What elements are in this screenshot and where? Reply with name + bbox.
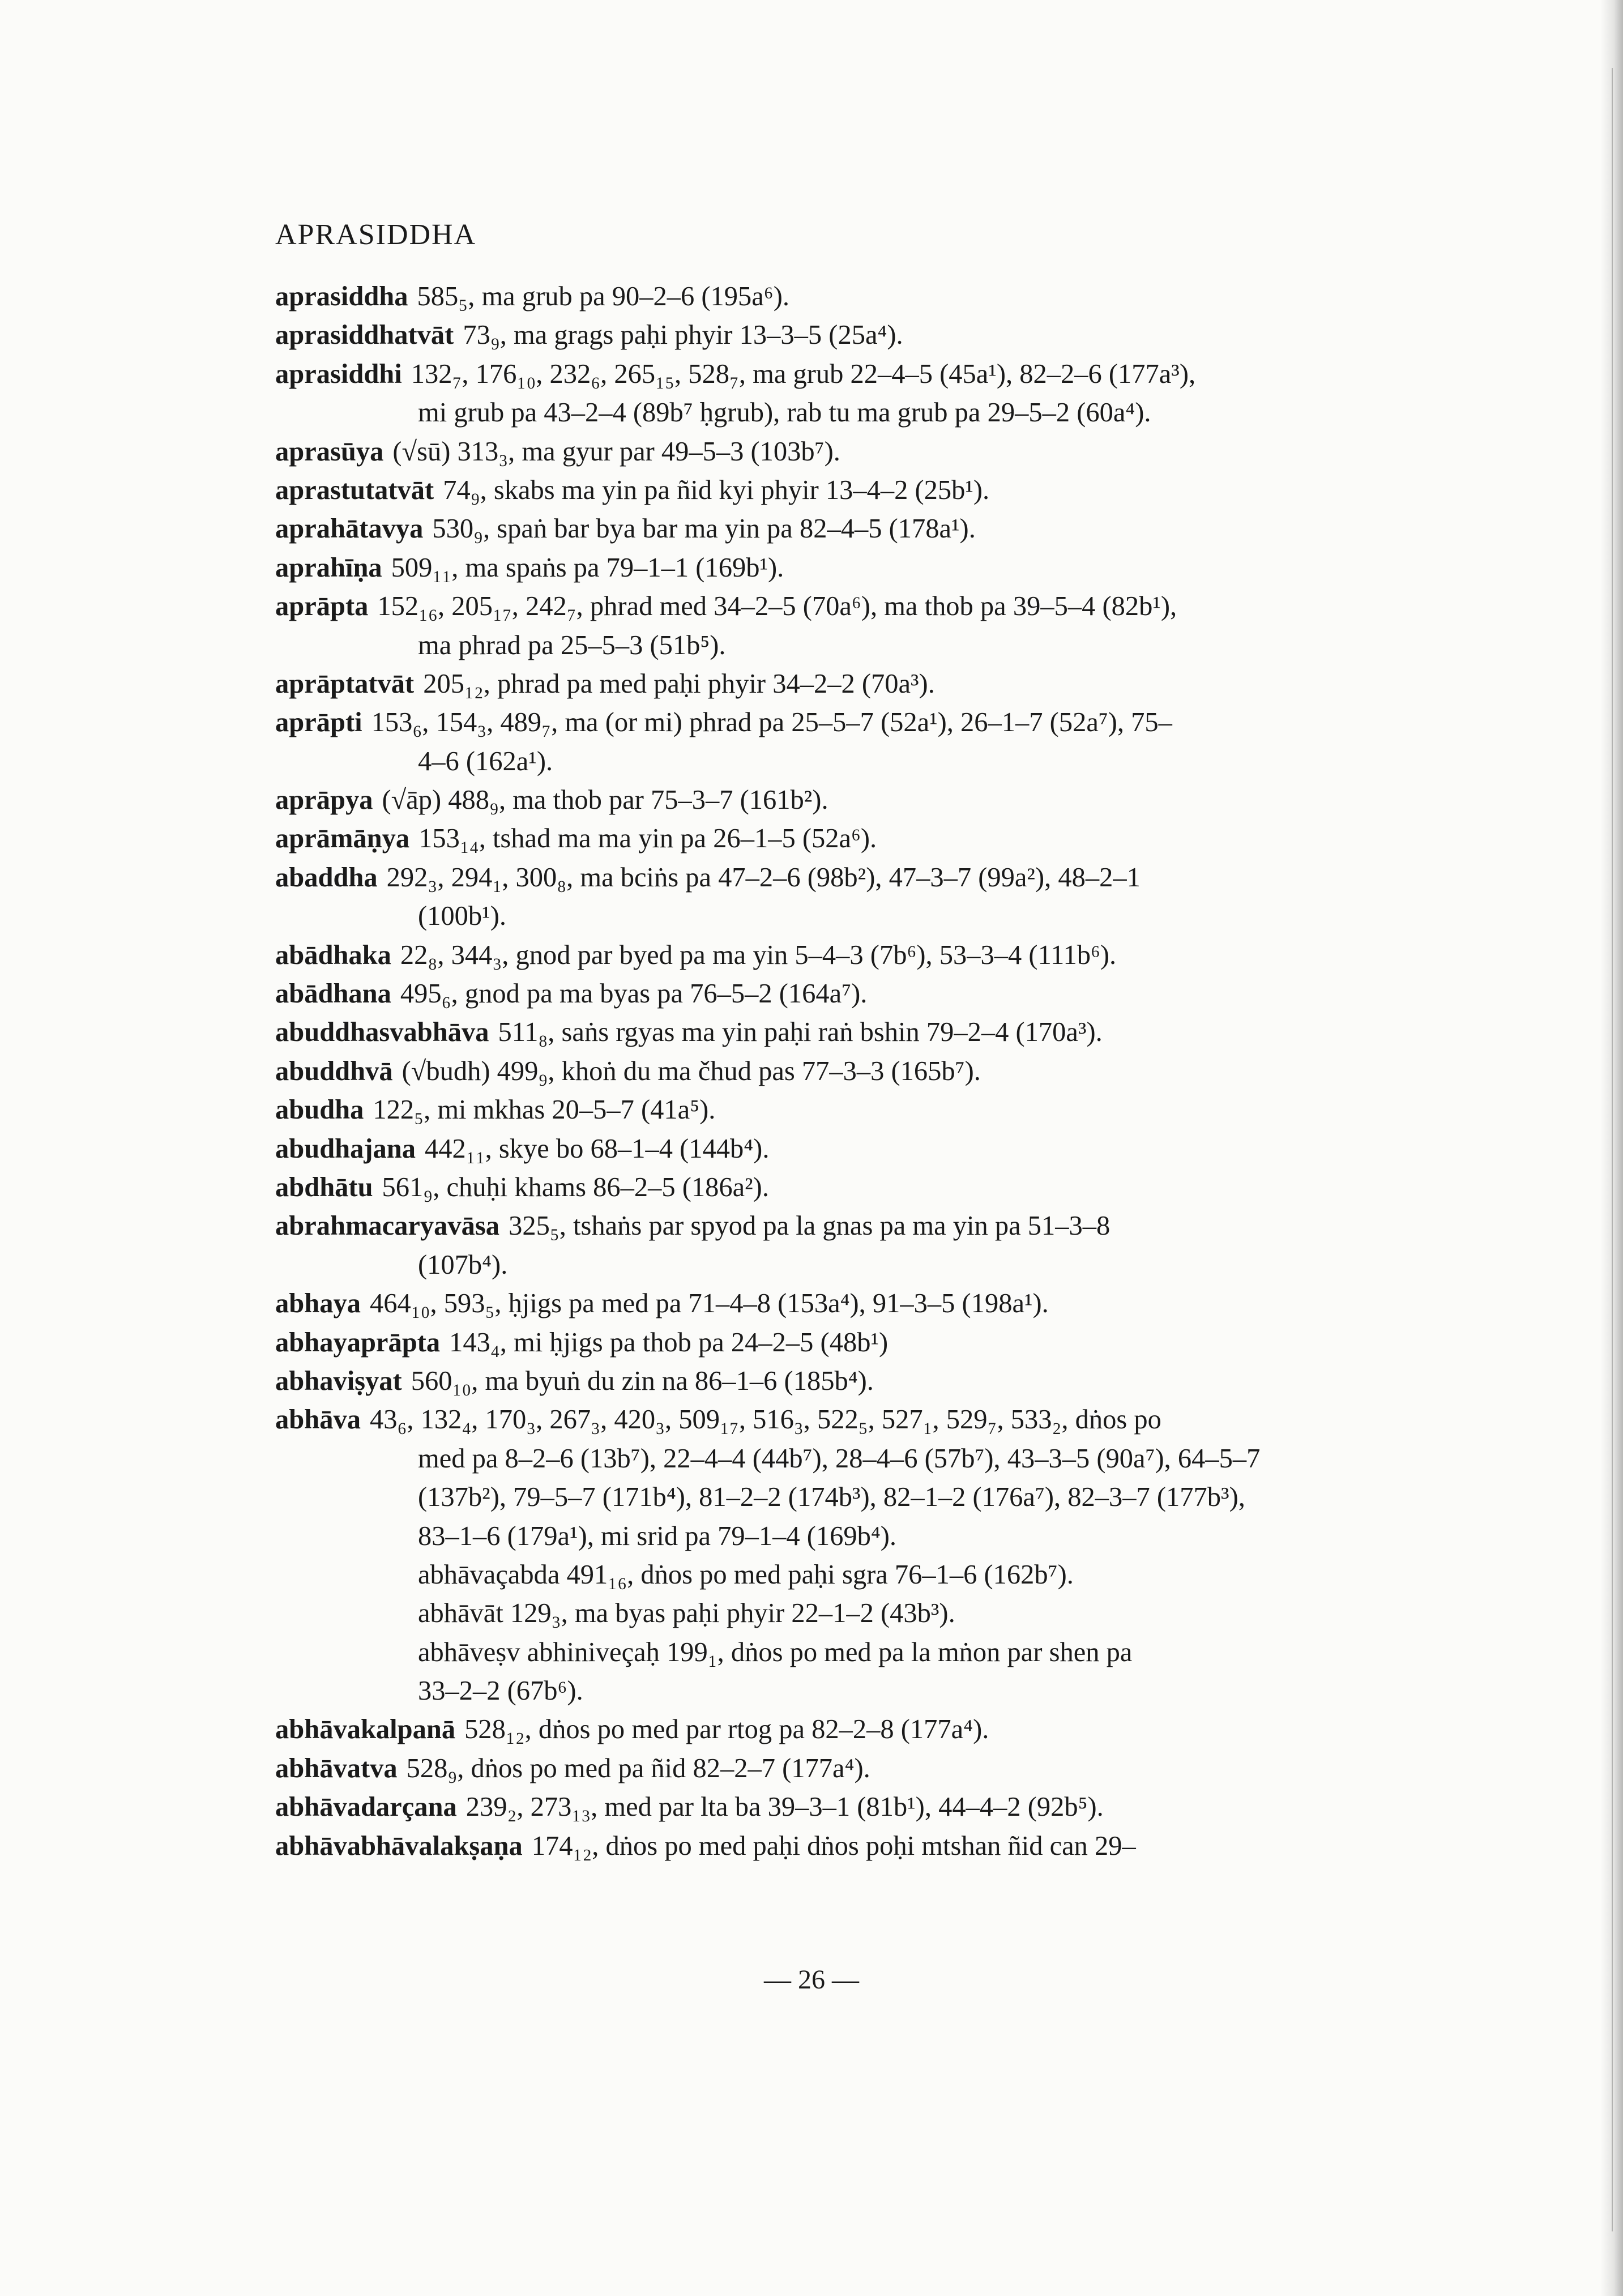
headword: aprasiddha [275,281,408,311]
entry-text: 43₆, 132₄, 170₃, 267₃, 420₃, 509₁₇, 516₃, 522₅, 527₁, 529₇, 533₂, dṅos po [369,1405,1161,1435]
entry-line [275,1207,1385,1245]
headword: abhāvatva [275,1753,398,1783]
entry-line [275,1710,1385,1749]
headword: aprahīṇa [275,552,382,583]
headword: abādhana [275,979,391,1009]
page-number: — 26 — [764,1965,859,1995]
entry-continuation [275,1517,1385,1556]
entry-line [275,278,1385,316]
entry-continuation [275,626,1385,665]
entry-text: 511₈, saṅs rgyas ma yin paḥi raṅ bshin 79–2–4 (170a³). [498,1017,1103,1048]
headword: abaddha [275,862,378,893]
entry-line [275,1324,1385,1362]
entry-line [275,665,1385,703]
entry-text: (√āp) 488₉, ma thob par 75–3–7 (161b²). [382,785,828,816]
headword: aprāpti [275,707,362,738]
entry-continuation [275,742,1385,781]
headword: abhāva [275,1405,361,1435]
headword: aprastutatvāt [275,475,434,505]
headword: abuddhvā [275,1056,393,1086]
entry-line [275,1013,1385,1052]
entry-line [275,549,1385,587]
entry-text: 509₁₁, ma spaṅs pa 79–1–1 (169b¹). [391,552,784,583]
headword: aprāpya [275,785,373,816]
headword: abhāvakalpanā [275,1714,456,1745]
entry-line [275,433,1385,471]
entry-text: 292₃, 294₁, 300₈, ma bciṅs pa 47–2–6 (98b²), 47–3–7 (99a²), 48–2–1 [386,862,1141,893]
entry-line [275,936,1385,975]
entry-text: (√budh) 499₉, khoṅ du ma čhud pas 77–3–3 (165b⁷). [402,1056,981,1086]
entry-text: 83–1–6 (179a¹), mi srid pa 79–1–4 (169b⁴). [418,1521,897,1551]
entry-line [275,820,1385,858]
entry-text: 153₁₄, tshad ma ma yin pa 26–1–5 (52a⁶). [418,823,877,854]
scan-binding-line [1612,68,1613,2231]
entry-line [275,975,1385,1013]
entry-continuation [275,897,1385,936]
headword: abhaviṣyat [275,1365,402,1396]
headword: abhāvadarçana [275,1792,457,1823]
entry-text: 174₁₂, dṅos po med paḥi dṅos poḥi mtshan ñid can 29– [531,1830,1136,1861]
entry-text: med pa 8–2–6 (13b⁷), 22–4–4 (44b⁷), 28–4–6 (57b⁷), 43–3–5 (90a⁷), 64–5–7 [418,1443,1261,1474]
entry-line [275,587,1385,626]
entry-continuation [275,1478,1385,1517]
entry-text: abhāvaçabda 491₁₆, dṅos po med paḥi sgra 76–1–6 (162b⁷). [418,1559,1074,1590]
entry-text: 153₆, 154₃, 489₇, ma (or mi) phrad pa 25–5–7 (52a¹), 26–1–7 (52a⁷), 75– [371,707,1172,738]
headword: abudhajana [275,1133,416,1164]
dictionary-entries [275,278,1385,1866]
entry-text: 561₉, chuḥi khams 86–2–5 (186a²). [382,1172,769,1202]
headword: abdhātu [275,1172,373,1202]
entry-text: 22₈, 344₃, gnod par byed pa ma yin 5–4–3 (7b⁶), 53–3–4 (111b⁶). [400,940,1117,970]
entry-text: 74₉, skabs ma yin pa ñid kyi phyir 13–4–2 (25b¹). [443,475,990,505]
entry-text: 132₇, 176₁₀, 232₆, 265₁₅, 528₇, ma grub 22–4–5 (45a¹), 82–2–6 (177a³), [411,359,1196,389]
headword: abhāvabhāvalakṣaṇa [275,1830,523,1861]
headword: abādhaka [275,940,391,970]
entry-continuation [275,1440,1385,1478]
entry-line [275,1362,1385,1401]
subentry-line [275,1633,1385,1672]
entry-text: (100b¹). [418,901,506,932]
entry-text: 585₅, ma grub pa 90–2–6 (195a⁶). [417,281,789,311]
entry-continuation [275,394,1385,432]
entry-text: 325₅, tshaṅs par spyod pa la gnas pa ma yin pa 51–3–8 [509,1211,1111,1241]
entry-text: abhāvāt 129₃, ma byas paḥi phyir 22–1–2 (43b³). [418,1598,955,1629]
entry-text: 122₅, mi mkhas 20–5–7 (41a⁵). [373,1095,716,1125]
entry-line [275,1827,1385,1866]
entry-line [275,316,1385,355]
entry-text: (√sū) 313₃, ma gyur par 49–5–3 (103b⁷). [392,436,840,467]
entry-line [275,1091,1385,1129]
entry-text: 33–2–2 (67b⁶). [418,1676,583,1706]
entry-text: 528₁₂, dṅos po med par rtog pa 82–2–8 (177a⁴). [464,1714,989,1745]
headword: abudha [275,1095,364,1125]
entry-text: 73₉, ma grags paḥi phyir 13–3–5 (25a⁴). [463,320,903,351]
headword: abuddhasvabhāva [275,1017,489,1048]
entry-line [275,355,1385,394]
entry-text: (107b⁴). [418,1249,508,1280]
subentry-line [275,1556,1385,1594]
entry-text: 143₄, mi ḥjigs pa thob pa 24–2–5 (48b¹) [449,1327,889,1358]
headword: aprasiddhi [275,359,402,389]
headword: abhaya [275,1288,361,1319]
headword: aprasūya [275,436,384,467]
entry-text: mi grub pa 43–2–4 (89b⁷ ḥgrub), rab tu ma grub pa 29–5–2 (60a⁴). [418,398,1151,428]
entry-text: 152₁₆, 205₁₇, 242₇, phrad med 34–2–5 (70a⁶), ma thob pa 39–5–4 (82b¹), [377,591,1177,622]
headword: abhayaprāpta [275,1327,441,1358]
entry-line [275,510,1385,548]
entry-line [275,859,1385,897]
entry-line [275,1401,1385,1439]
subentry-line [275,1594,1385,1633]
entry-line [275,471,1385,510]
headword: aprāptatvāt [275,668,415,699]
entry-text: 464₁₀, 593₅, ḥjigs pa med pa 71–4–8 (153a⁴), 91–3–5 (198a¹). [369,1288,1049,1319]
entry-continuation [275,1672,1385,1710]
entry-text: ma phrad pa 25–5–3 (51b⁵). [418,630,726,660]
entry-continuation [275,1246,1385,1284]
headword: aprāpta [275,591,369,622]
entry-text: 495₆, gnod pa ma byas pa 76–5–2 (164a⁷). [400,979,868,1009]
page-header: APRASIDDHA [275,219,477,251]
headword: aprāmāṇya [275,823,410,854]
headword: abrahmacaryavāsa [275,1211,500,1241]
entry-text: 560₁₀, ma byuṅ du zin na 86–1–6 (185b⁴). [411,1365,874,1396]
entry-line [275,1052,1385,1091]
entry-text: 528₉, dṅos po med pa ñid 82–2–7 (177a⁴). [406,1753,870,1783]
entry-text: 205₁₂, phrad pa med paḥi phyir 34–2–2 (70a³). [423,668,935,699]
entry-line [275,1130,1385,1168]
headword: aprasiddhatvāt [275,320,454,351]
entry-line [275,1788,1385,1826]
entry-text: (137b²), 79–5–7 (171b⁴), 81–2–2 (174b³), 82–1–2 (176a⁷), 82–3–7 (177b³), [418,1482,1245,1513]
entry-text: abhāveṣv abhiniveçaḥ 199₁, dṅos po med pa la mṅon par shen pa [418,1637,1133,1667]
entry-text: 530₉, spaṅ bar bya bar ma yin pa 82–4–5 (178a¹). [432,514,976,544]
entry-line [275,781,1385,820]
entry-text: 442₁₁, skye bo 68–1–4 (144b⁴). [425,1133,770,1164]
entry-line [275,703,1385,742]
entry-text: 239₂, 273₁₃, med par lta ba 39–3–1 (81b¹), 44–4–2 (92b⁵). [465,1792,1104,1823]
entry-line [275,1749,1385,1788]
entry-line [275,1168,1385,1207]
headword: aprahātavya [275,514,424,544]
entry-text: 4–6 (162a¹). [418,746,553,776]
entry-line [275,1284,1385,1323]
